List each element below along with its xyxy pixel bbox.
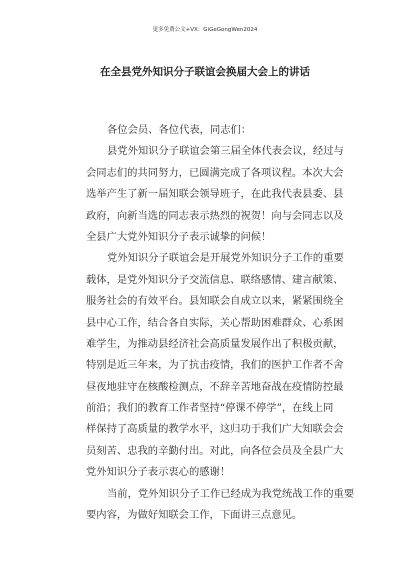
text-line: 要内容，为做好知联会工作，下面讲三点意见。 (86, 509, 303, 522)
paragraph-three-points-intro (86, 484, 355, 527)
text-line: 政府，向新当选的同志表示热烈的祝贺！向与会同志以及 (86, 209, 344, 222)
paragraph-role-of-association (86, 248, 344, 483)
text-line: 昼夜地驻守在核酸检测点，不辞辛苦地奋战在疫情防控最 (86, 380, 344, 393)
text-line: 员刻苦、忠我的辛勤付出。对此，向各位会员及全县广大 (86, 444, 344, 457)
text-line: 党外知识分子联谊会是开展党外知识分子工作的重要 (107, 252, 344, 265)
text-line: 党外知识分子表示衷心的感谢！ (86, 466, 231, 479)
document-body (86, 120, 355, 526)
text-line: 当前，党外知识分子工作已经成为我党统战工作的重要 (107, 487, 355, 500)
header-note: 更多免费公文+VX：GiGeGongWen2024 (152, 27, 258, 33)
text-line: 全县广大党外知识分子表示诚挚的问候！ (86, 230, 272, 243)
text-line: 县中心工作，结合各自实际，关心帮助困难群众、心系困 (86, 316, 344, 329)
text-line: 服务社会的有效平台。县知联会自成立以来，紧紧围绕全 (86, 295, 344, 308)
paragraph-salutation (86, 120, 336, 141)
text-line: 载体，是党外知识分子交流信息、联络感情、建言献策、 (86, 273, 344, 286)
text-line: 特别是近三年来，为了抗击疫情，我们的医护工作者不舍 (86, 359, 344, 372)
text-line: 前沿；我们的教育工作者坚持“停课不停学”，在线上同 (86, 402, 334, 415)
text-line: 选举产生了新一届知联会领导班子，在此我代表县委、县 (86, 188, 344, 201)
text-line: 难学生，为推动县经济社会高质量发展作出了积极贡献， (86, 337, 344, 350)
text-line: 会同志们的共同努力，已圆满完成了各项议程。本次大会 (86, 166, 344, 179)
document-title: 在全县党外知识分子联谊会换届大会上的讲话 (100, 66, 310, 78)
paragraph-congratulations (86, 141, 344, 248)
text-line: 县党外知识分子联谊会第三届全体代表会议，经过与 (107, 145, 344, 158)
text-line: 各位会员、各位代表，同志们： (107, 124, 252, 136)
text-line: 样保持了高质量的教学水平，这归功于我们广大知联会会 (86, 423, 344, 436)
